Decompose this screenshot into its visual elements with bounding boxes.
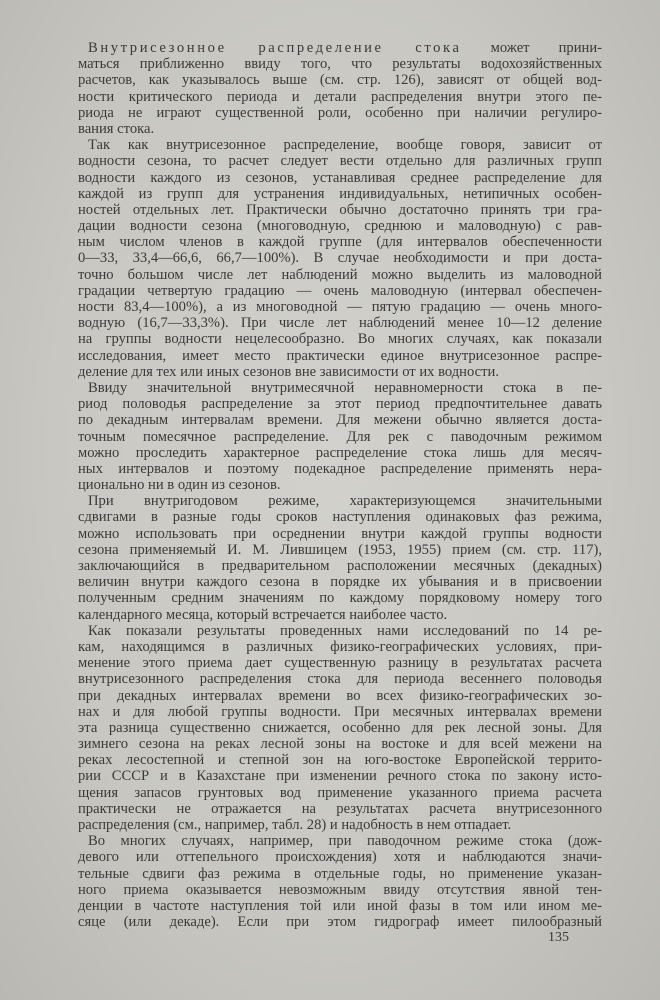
- paragraph: [78, 137, 602, 380]
- text-line: точно большом числе лет наблюдений можно выделить из маловодной: [78, 266, 602, 283]
- spaced-heading-words: Внутрисезонное распределение стока: [88, 40, 462, 56]
- text-line: Ввиду значительной внутримесячной неравномерности стока в пе-: [88, 379, 602, 396]
- paragraph: [78, 833, 602, 930]
- text-line: сдвигами в разные годы сроков наступления одинаковых фаз режима,: [78, 509, 602, 526]
- text-line: [78, 40, 602, 56]
- text-line: риода не играют существенной роли, особенно при наличии регулиро-: [78, 104, 602, 121]
- text-line: вания стока.: [78, 120, 155, 137]
- text-line: исследования, имеет место практически единое внутрисезонное распре-: [78, 347, 602, 364]
- text-line: менение этого приема дает существенную разницу в результатах расчета: [78, 655, 602, 672]
- page-number: 135: [548, 930, 569, 945]
- text-line: ности критического периода и детали распределения внутри этого пе-: [78, 88, 602, 105]
- text-line: водности сезона, то расчет следует вести отдельно для различных групп: [78, 153, 602, 170]
- text-line: сяце (или декаде). Если при этом гидрограф имеет пилообразный: [78, 914, 602, 931]
- text-line: денции в частоте наступления той или иной фазы в том или ином ме-: [78, 897, 602, 914]
- text-line: можно проследить характерное распределение стока лишь для месяч-: [78, 444, 602, 461]
- text-line: практически не отражается на результатах расчета внутрисезонного: [78, 800, 602, 817]
- text-line: градации четвертую градацию — очень маловодную (интервал обеспечен-: [78, 282, 602, 299]
- text-line: эта разница существенно снижается, особенно для рек лесной зоны. Для: [78, 719, 602, 736]
- text-line: Так как внутрисезонное распределение, вообще говоря, зависит от: [88, 137, 602, 154]
- text-line: ных интервалов и поэтому подекадное распределение применять нера-: [78, 460, 602, 477]
- text-line: Как показали результаты проведенных нами исследований по 14 ре-: [88, 622, 602, 639]
- text-line: величин внутри каждого сезона в порядке их убывания и в присвоении: [78, 574, 602, 591]
- text-line: календарного месяца, который встречается наиболее часто.: [78, 606, 448, 623]
- text-line: реках лесостепной и степной зон на юго-востоке Европейской террито-: [78, 752, 602, 769]
- text-line: рии СССР и в Казахстане при изменении речного стока по закону исто-: [78, 768, 602, 785]
- text-line: Во многих случаях, например, при паводочном режиме стока (дож-: [88, 833, 602, 850]
- text-line: полученным средним значениям по каждому порядковому номеру того: [78, 590, 602, 607]
- text-line: при декадных интервалах времени во всех физико-географических зо-: [78, 687, 602, 704]
- text-line: ностей отдельных лет. Практически обычно достаточно принять три гра-: [78, 201, 602, 218]
- text-line: ности 83,4—100%), а из многоводной — пятую градацию — очень много-: [78, 299, 602, 315]
- text-line: 0—33, 33,4—66,6, 66,7—100%). В случае необходимости и при доста-: [78, 250, 602, 267]
- text-line: водности каждого из сезонов, устанавливая среднее распределение для: [78, 169, 602, 186]
- text-line: зимнего сезона на реках лесной зоны на востоке и для всей межени на: [78, 736, 602, 753]
- paragraph: [78, 623, 602, 833]
- text-line: тельные сдвиги фаз режима в отдельные годы, но применение указан-: [78, 865, 602, 882]
- paragraph: [78, 40, 602, 137]
- page-body: [78, 40, 602, 930]
- text-line: по декадным интервалам времени. Для межени обычно является доста-: [78, 412, 602, 429]
- text-line: нах и для любой группы водности. При месячных интервалах времени: [78, 703, 602, 720]
- text-line: кам, находящимся в различных физико-географических условиях, при-: [78, 638, 602, 655]
- text-line: деление для тех или иных сезонов вне зависимости от их водности.: [78, 363, 499, 380]
- text-line: можно использовать при осреднении внутри каждой группы водности: [78, 525, 602, 542]
- paragraph: [78, 380, 602, 493]
- text-line: маться приближенно ввиду того, что результаты водохозяйственных: [78, 56, 602, 73]
- text-line: ного приема оказывается невозможным ввиду отсутствия явной тен-: [78, 881, 602, 898]
- text-line-rest: может прини-: [461, 40, 602, 56]
- text-line: При внутригодовом режиме, характеризующемся значительными: [88, 493, 602, 510]
- text-line: сезона применяемый И. М. Лившицем (1953, 1955) прием (см. стр. 117),: [78, 541, 602, 558]
- text-line: риод половодья распределение за этот период предпочтительнее давать: [78, 396, 602, 413]
- text-line: девого или оттепельного происхождения) хотя и наблюдаются значи-: [78, 849, 602, 866]
- text-line: расчетов, как указывалось выше (см. стр. 126), зависят от общей вод-: [78, 72, 602, 89]
- text-line: внутрисезонного распределения стока для периода весеннего половодья: [78, 671, 602, 688]
- text-line: заключающийся в предварительном расположении месячных (декадных): [78, 558, 602, 574]
- text-line: дации водности сезона (многоводную, среднюю и маловодную) с рав-: [78, 218, 602, 235]
- text-line: водную (16,7—33,3%). При числе лет наблюдений менее 10—12 деление: [78, 315, 602, 332]
- text-line: ным числом членов в каждой группе (для интервалов обеспеченности: [78, 234, 602, 251]
- text-line: точным помесячное распределение. Для рек с паводочным режимом: [78, 428, 602, 445]
- paragraph: [78, 493, 602, 623]
- text-line: на группы водности нецелесообразно. Во многих случаях, как показали: [78, 331, 602, 348]
- text-line: распределения (см., например, табл. 28) и надобность в нем отпадает.: [78, 817, 512, 833]
- text-line: каждой из групп для устранения индивидуальных, нетипичных особен-: [78, 185, 602, 202]
- text-line: щения запасов грунтовых вод применение указанного приема расчета: [78, 784, 602, 801]
- text-line: ционально ни в один из сезонов.: [78, 477, 281, 494]
